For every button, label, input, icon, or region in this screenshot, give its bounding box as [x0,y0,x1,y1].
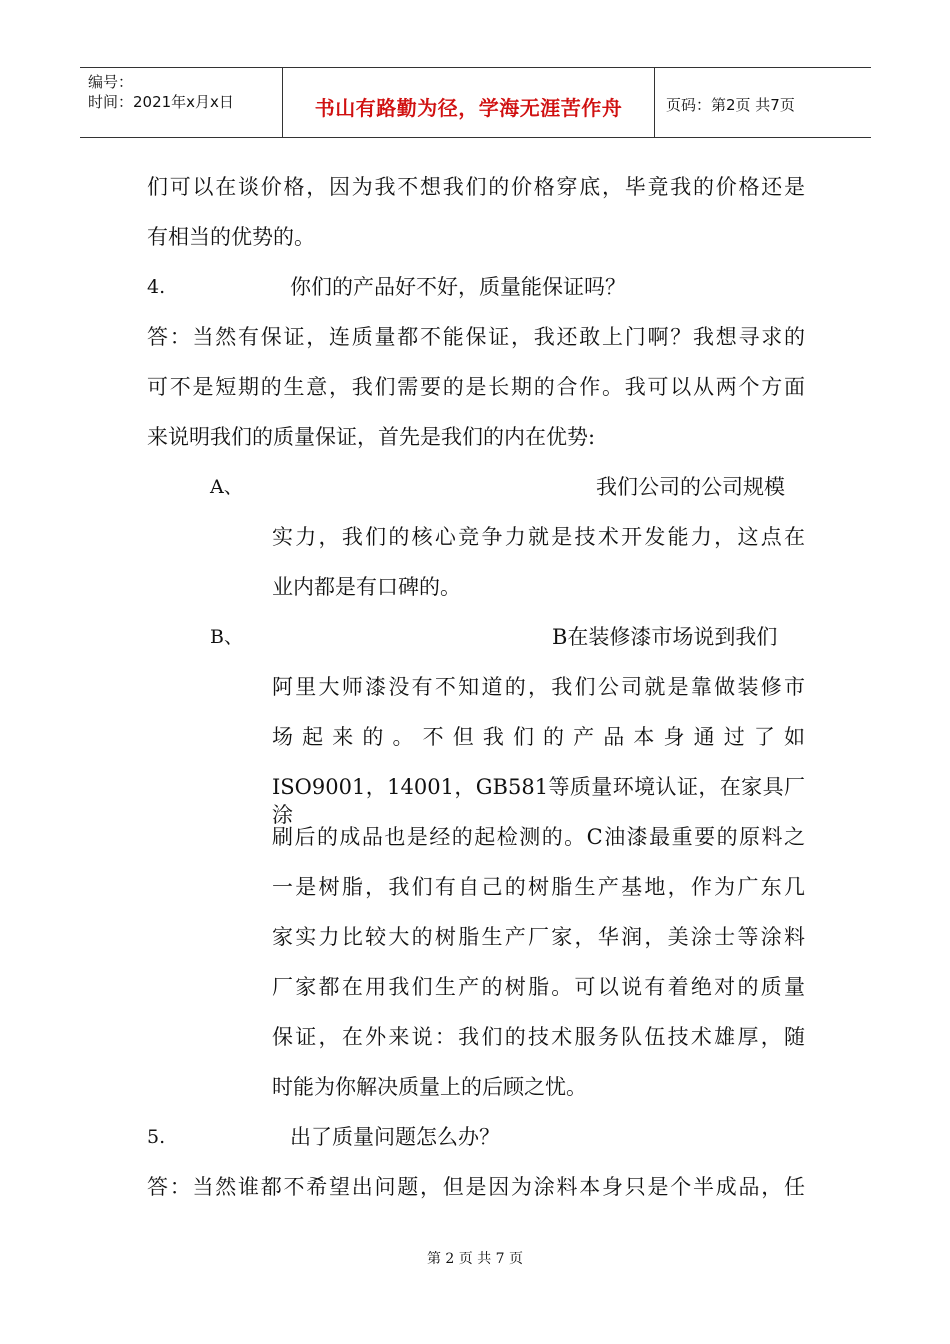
list-item-b-line: 时能为你解决质量上的后顾之忧。 [272,1075,587,1099]
answer-line: 可不是短期的生意，我们需要的是长期的合作。我可以从两个方面 [147,375,805,399]
header-right-cell [654,68,871,137]
paragraph-line: 有相当的优势的。 [147,225,315,249]
list-item-b-line: 一是树脂，我们有自己的树脂生产基地，作为广东几 [272,875,805,899]
header-left-cell [80,68,282,137]
page-header [80,67,871,138]
number-label: 编号： [88,73,134,91]
question-text: 出了质量问题怎么办？ [290,1125,500,1149]
list-item-b-line: 阿里大师漆没有不知道的，我们公司就是靠做装修市 [272,675,805,699]
motto: 书山有路勤为径，学海无涯苦作舟 [314,96,623,120]
header-motto-cell [282,68,655,137]
list-item-a-line: 实力，我们的核心竞争力就是技术开发能力，这点在 [272,525,805,549]
page-footer: 第 2 页 共 7 页 [426,1251,524,1267]
answer-line: 答：当然有保证，连质量都不能保证，我还敢上门啊？我想寻求的 [147,325,805,349]
answer-line: 答：当然谁都不希望出问题，但是因为涂料本身只是个半成品，任 [147,1175,805,1199]
list-item-b-line: 保证，在外来说：我们的技术服务队伍技术雄厚，随 [272,1025,805,1049]
page-info: 页码：第2页 共7页 [666,96,795,114]
list-item-a-line: 业内都是有口碑的。 [272,575,461,599]
time-label: 时间：2021年x月x日 [88,93,234,111]
answer-line: 来说明我们的质量保证，首先是我们的内在优势: [147,425,596,449]
list-item-a-line: 我们公司的公司规模 [596,475,785,499]
list-item-b-line: 厂家都在用我们生产的树脂。可以说有着绝对的质量 [272,975,805,999]
question-text: 你们的产品好不好，质量能保证吗？ [290,275,626,299]
list-item-b-line: 场起来的。不但我们的产品本身通过了如 [272,725,805,749]
question-number: 4. [147,276,166,298]
list-item-b-line: ISO9001，14001，GB581等质量环境认证，在家具厂涂 [272,775,805,827]
question-number: 5. [147,1126,166,1148]
list-label-a: A、 [210,476,243,498]
paragraph-line: 们可以在谈价格，因为我不想我们的价格穿底，毕竟我的价格还是 [147,175,805,199]
list-item-b-line: B在装修漆市场说到我们 [552,625,778,649]
list-item-b-line: 刷后的成品也是经的起检测的。C油漆最重要的原料之 [272,825,805,849]
list-item-b-line: 家实力比较大的树脂生产厂家，华润，美涂士等涂料 [272,925,805,949]
list-label-b: B、 [210,626,243,648]
